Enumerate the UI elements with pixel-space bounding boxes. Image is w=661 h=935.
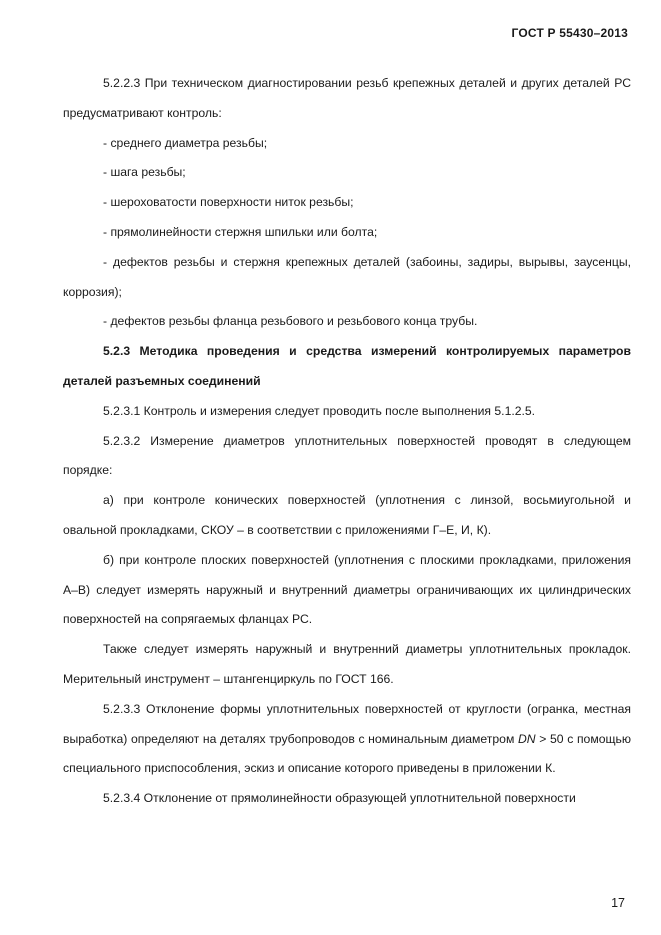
page-header-doc-id: ГОСТ Р 55430–2013 <box>511 26 628 40</box>
paragraph-5-2-2-3: 5.2.2.3 При техническом диагностировании резьб крепежных деталей и других деталей РС предусматривают контроль: <box>63 76 631 120</box>
paragraph-item-a: а) при контроле конических поверхностей (уплотнения с линзой, восьмиугольной и овальной прокладками, СКОУ – в соответствии с приложениями Г–Е, И, К). <box>63 493 631 537</box>
paragraph-5-2-3-4: 5.2.3.4 Отклонение от прямолинейности образующей уплотнительной поверхности <box>103 791 576 806</box>
list-item-thread-roughness: - шероховатости поверхности ниток резьбы; <box>103 195 354 210</box>
list-item-thread-pitch: - шага резьбы; <box>103 165 186 180</box>
paragraph-5-2-3-2: 5.2.3.2 Измерение диаметров уплотнительных поверхностей проводят в следующем порядке: <box>63 433 631 478</box>
paragraph-gasket-measurement: Также следует измерять наружный и внутренний диаметры уплотнительных прокладок. Мерительный инструмент – штангенциркуль по ГОСТ 166. <box>63 642 631 686</box>
section-heading-5-2-3: 5.2.3 Методика проведения и средства измерений контролируемых параметров деталей разъемных соединений <box>63 344 631 388</box>
paragraph-5-2-3-1: 5.2.3.1 Контроль и измерения следует проводить после выполнения 5.1.2.5. <box>103 403 536 418</box>
paragraph-5-2-3-3-after: > 50 с помощью специального приспособления, эскиз и описание которого приведены в приложении К. <box>63 731 631 776</box>
list-item-thread-diameter: - среднего диаметра резьбы; <box>103 135 268 150</box>
paragraph-5-2-3-3-before: 5.2.3.3 Отклонение формы уплотнительных поверхностей от круглости (огранка, местная выработка) определяют на деталях трубопроводов с номинальным диаметром <box>63 701 631 746</box>
list-item-stud-straightness: - прямолинейности стержня шпильки или болта; <box>103 224 378 239</box>
page-number: 17 <box>611 896 625 910</box>
paragraph-5-2-3-3 <box>63 695 631 784</box>
list-item-fastener-defects: - дефектов резьбы и стержня крепежных деталей (забоины, задиры, вырывы, заусенцы, коррозия); <box>63 254 631 299</box>
nominal-diameter-symbol: DN <box>517 731 536 746</box>
document-body <box>63 69 631 814</box>
list-item-flange-thread-defects: - дефектов резьбы фланца резьбового и резьбового конца трубы. <box>103 314 478 329</box>
paragraph-item-b: б) при контроле плоских поверхностей (уплотнения с плоскими прокладками, приложения А–В) следует измерять наружный и внутренний диаметры ограничивающих их цилиндрических поверхностей на сопрягаемых фланцах РС. <box>63 552 631 627</box>
